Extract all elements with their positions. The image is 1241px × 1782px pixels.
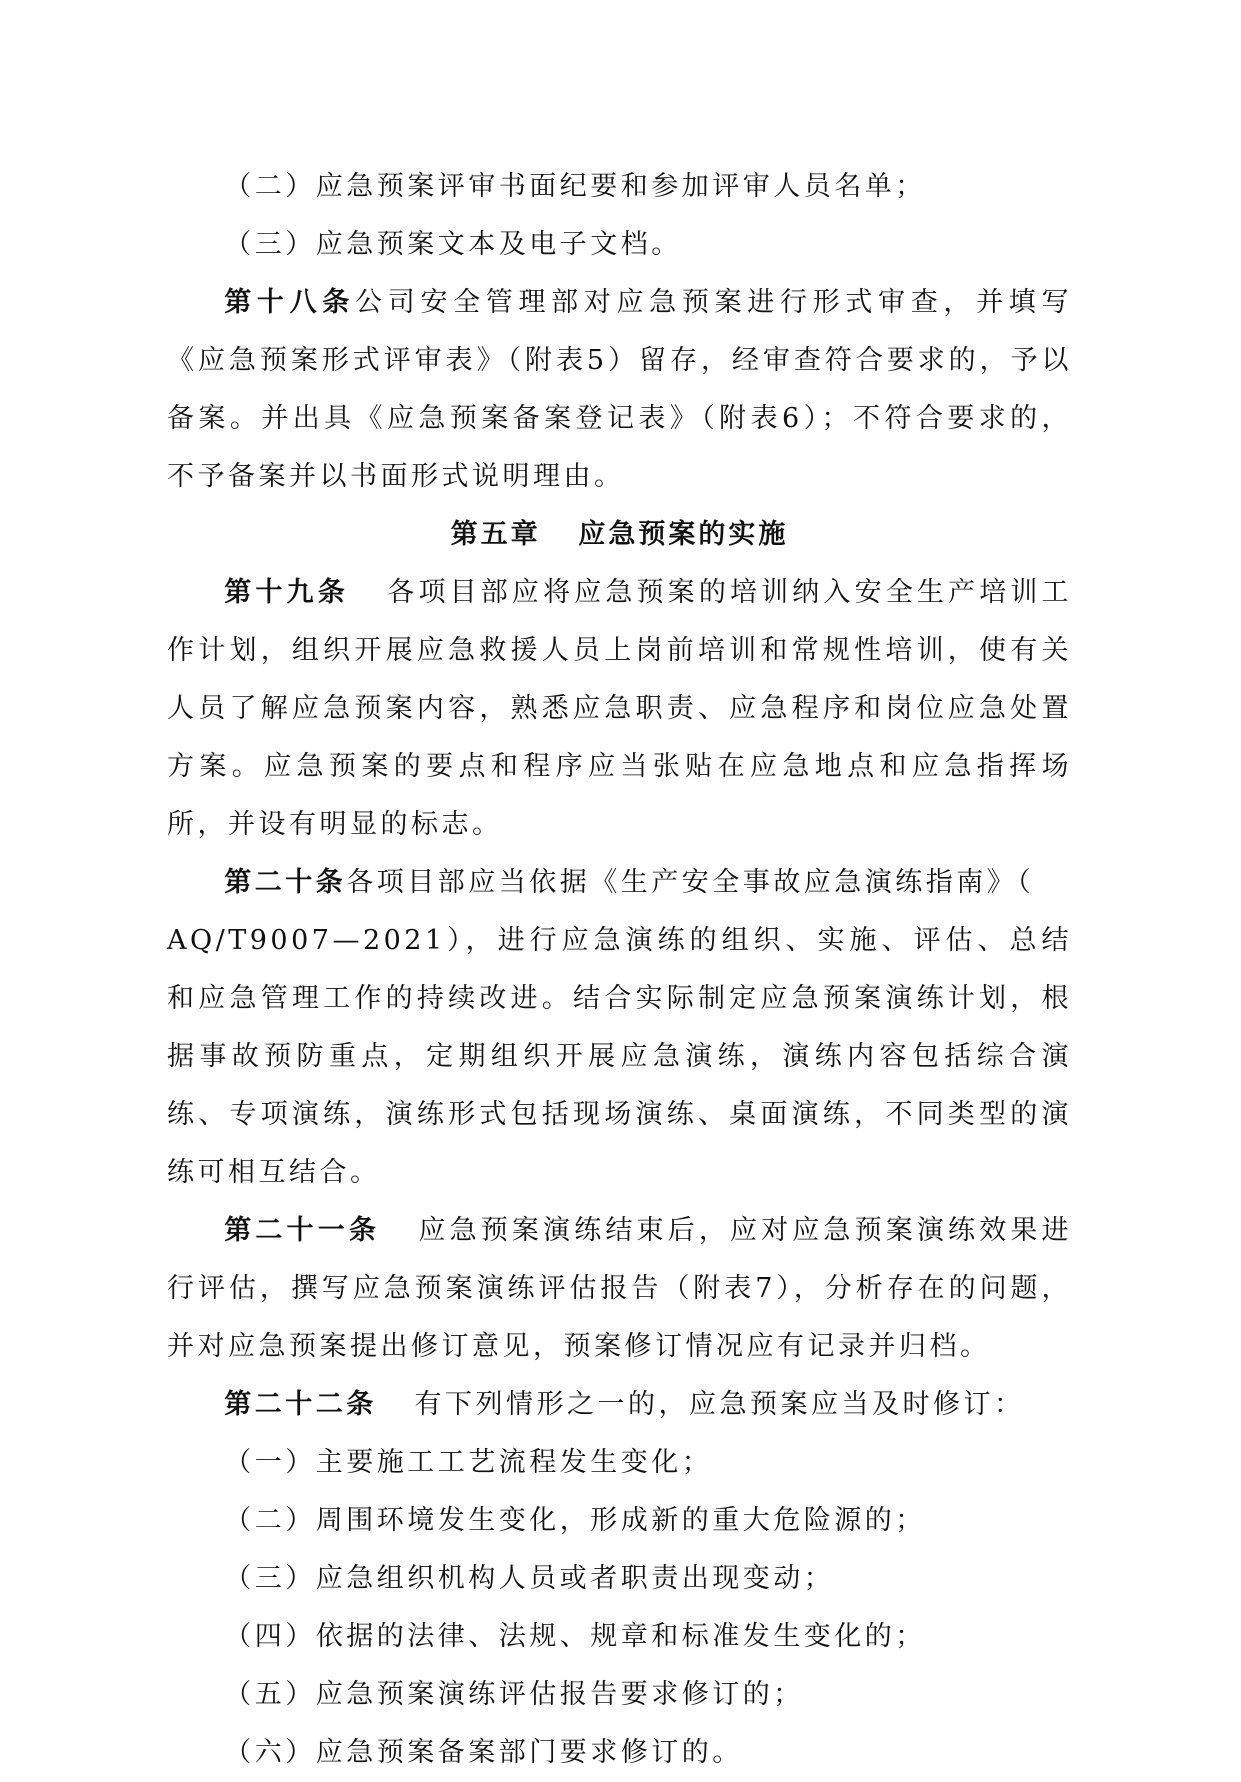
article-lead: 第二十二条 [224, 1389, 377, 1420]
list-item: （四）依据的法律、法规、规章和标准发生变化的； [224, 1621, 926, 1652]
article-body-continued: AQ/T9007—2021），进行应急演练的组织、实施、评估、总结和应急管理工作的持续改进。结合实际制定应急预案演练计划，根据事故预防重点，定期组织开展应急演练，演练内容包括综合演练、专项演练，演练形式包括现场演练、桌面演练，不同类型的演练可相互结合。 [167, 925, 1072, 1188]
article-body: 各项目部应将应急预案的培训纳入安全生产培训工作计划，组织开展应急救援人员上岗前培训和常规性培训，使有关人员了解应急预案内容，熟悉应急职责、应急程序和岗位应急处置方案。应急预案的要点和程序应当张贴在应急地点和应急指挥场所，并设有明显的标志。 [167, 577, 1073, 840]
chapter-title: 应急预案的实施 [578, 519, 789, 550]
list-item: （二）应急预案评审书面纪要和参加评审人员名单； [224, 171, 926, 202]
chapter-number: 第五章 [450, 519, 541, 550]
chapter-heading [167, 506, 1072, 564]
article-body: 公司安全管理部对应急预案进行形式审查，并填写《应急预案形式评审表》（附表5）留存，经审查符合要求的，予以备案。并出具《应急预案备案登记表》（附表6）；不符合要求的，不予备案并以书面形式说明理由。 [167, 287, 1073, 492]
article-lead: 第二十条 [224, 867, 347, 898]
article-lead: 第十九条 [224, 577, 349, 608]
article-lead: 第十八条 [224, 287, 355, 318]
article-19 [167, 564, 1072, 854]
document-body [167, 158, 1072, 1782]
list-item: （一）主要施工工艺流程发生变化； [224, 1447, 713, 1478]
list-item: （五）应急预案演练评估报告要求修订的； [224, 1679, 804, 1710]
article-body: 应急预案演练结束后，应对应急预案演练效果进行评估，撰写应急预案演练评估报告（附表7），分析存在的问题，并对应急预案提出修订意见，预案修订情况应有记录并归档。 [167, 1215, 1073, 1362]
article-22 [167, 1376, 1072, 1434]
article-body: 各项目部应当依据《生产安全事故应急演练指南》（ [346, 867, 1035, 898]
article-21 [167, 1202, 1072, 1376]
article-18 [167, 274, 1072, 506]
list-item: （二）周围环境发生变化，形成新的重大危险源的； [224, 1505, 926, 1536]
list-item: （三）应急组织机构人员或者职责出现变动； [224, 1563, 835, 1594]
article-lead: 第二十一条 [224, 1215, 380, 1246]
article-body: 有下列情形之一的，应急预案应当及时修订： [414, 1389, 1025, 1420]
list-item: （六）应急预案备案部门要求修订的。 [224, 1737, 743, 1768]
article-20 [167, 854, 1072, 1202]
list-item: （三）应急预案文本及电子文档。 [224, 229, 682, 260]
